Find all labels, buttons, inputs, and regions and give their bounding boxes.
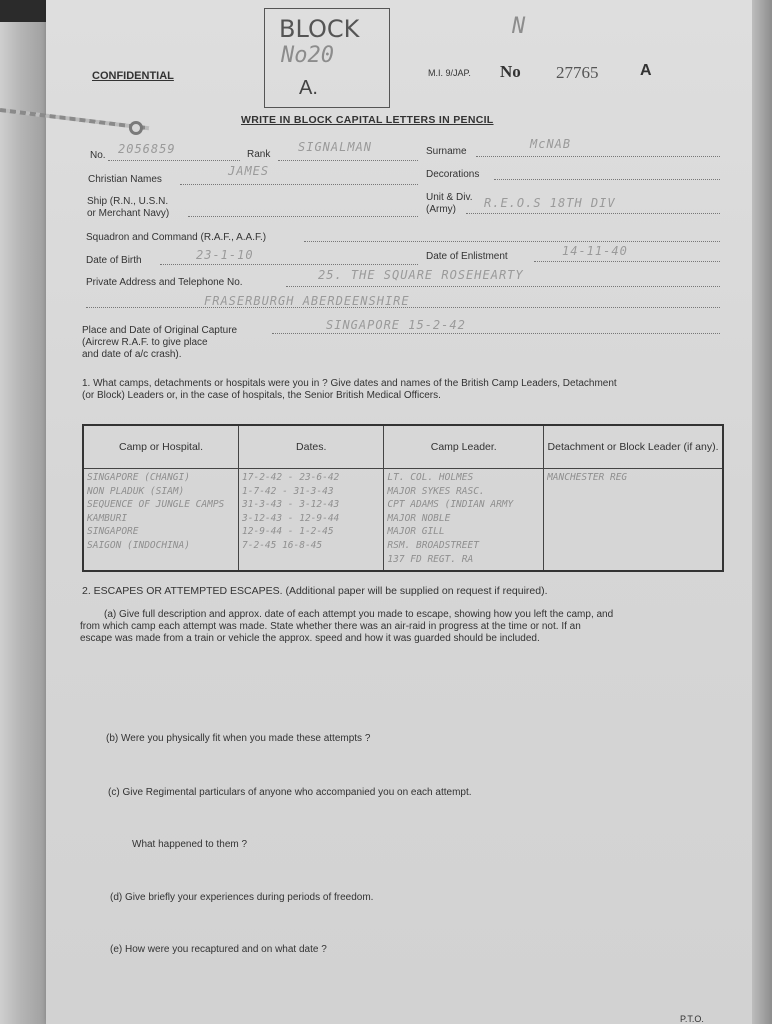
address-line-1 xyxy=(286,286,720,287)
stamp-line-3: A. xyxy=(299,77,318,99)
no-line xyxy=(108,160,240,161)
date-entry: 31-3-43 - 3-12-43 xyxy=(242,499,340,511)
stamp-line-1: BLOCK xyxy=(279,15,360,43)
q2d-text: (d) Give briefly your experiences during periods of freedom. xyxy=(110,892,374,903)
camp-entry: SAIGON (INDOCHINA) xyxy=(87,539,190,551)
decorations-line xyxy=(494,179,720,180)
q2a-text-1: (a) Give full description and approx. date of each attempt you made to escape, showing how you left the camp, and xyxy=(104,609,614,620)
q2c-sub-text: What happened to them ? xyxy=(132,839,248,850)
camps-table xyxy=(82,424,724,572)
table-body-row xyxy=(83,469,723,572)
rank-value: SIGNALMAN xyxy=(298,140,373,154)
table-header-row xyxy=(83,425,723,469)
squadron-label: Squadron and Command (R.A.F., A.A.F.) xyxy=(86,232,267,243)
q2-heading: 2. ESCAPES OR ATTEMPTED ESCAPES. (Additional paper will be supplied on request if required). xyxy=(82,585,548,597)
detachment-entry: MANCHESTER REG xyxy=(547,472,628,483)
dob-label: Date of Birth xyxy=(86,255,142,266)
q2b-text: (b) Were you physically fit when you made these attempts ? xyxy=(106,733,371,744)
q2a-text-2: from which camp each attempt was made. State whether there was an air-raid in progress at the time or not. If an xyxy=(80,621,581,632)
binder-clip xyxy=(0,0,52,22)
unit-label-1: Unit & Div. xyxy=(426,192,473,203)
capture-label-2: (Aircrew R.A.F. to give place xyxy=(82,337,208,348)
date-entry: 1-7-42 - 31-3-43 xyxy=(242,485,334,497)
ship-label-1: Ship (R.N., U.S.N. xyxy=(87,196,169,207)
camp-entry: SINGAPORE (CHANGI) xyxy=(87,472,190,483)
ship-label-2: or Merchant Navy) xyxy=(87,208,170,219)
camp-entry: SEQUENCE OF JUNGLE CAMPS xyxy=(87,499,225,511)
unit-line xyxy=(466,213,720,214)
camp-cell xyxy=(83,469,239,572)
leader-entry: LT. COL. HOLMES xyxy=(387,472,474,483)
surname-value: McNAB xyxy=(530,137,572,151)
q2a-text-3: escape was made from a train or vehicle the approx. speed and how it was guarded should be included. xyxy=(80,633,540,644)
q1-text-1: 1. What camps, detachments or hospitals were you in ? Give dates and names of the British Camp Leaders, Detachment xyxy=(82,378,617,389)
capture-value: SINGAPORE 15-2-42 xyxy=(326,318,466,332)
squadron-line xyxy=(304,241,720,242)
form-number: 27765 xyxy=(556,63,599,82)
rank-line xyxy=(278,160,418,161)
camp-entry: KAMBURI xyxy=(87,512,128,524)
number-prefix: No xyxy=(500,62,521,81)
unit-label-2: (Army) xyxy=(426,204,456,215)
instruction-heading: WRITE IN BLOCK CAPITAL LETTERS IN PENCIL xyxy=(241,114,494,126)
header-detachment-leader: Detachment or Block Leader (if any). xyxy=(544,425,723,469)
q1-text-2: (or Block) Leaders or, in the case of hospitals, the Senior British Medical Officers. xyxy=(82,390,441,401)
leader-entry: MAJOR NOBLE xyxy=(387,512,451,524)
capture-label-3: and date of a/c crash). xyxy=(82,349,182,360)
address-line-2 xyxy=(86,307,720,308)
form-ref: M.I. 9/JAP. xyxy=(428,68,471,78)
leader-entry: CPT ADAMS (INDIAN ARMY xyxy=(387,499,514,511)
leader-entry: MAJOR GILL xyxy=(387,526,445,538)
christian-value: JAMES xyxy=(228,164,270,178)
block-stamp xyxy=(264,8,390,108)
page-edge xyxy=(752,0,772,1024)
leader-entry: MAJOR SYKES RASC. xyxy=(387,485,485,497)
surname-line xyxy=(476,156,720,157)
no-label: No. xyxy=(90,150,106,161)
header-camp-leader: Camp Leader. xyxy=(384,425,544,469)
address-value-1: 25. THE SQUARE ROSEHEARTY xyxy=(318,268,524,282)
detachment-cell xyxy=(544,469,723,572)
dates-cell xyxy=(239,469,384,572)
stamp-line-2: No20 xyxy=(281,43,334,68)
enlist-value: 14-11-40 xyxy=(562,244,628,258)
eyelet-icon xyxy=(129,121,143,135)
date-entry: 7-2-45 16-8-45 xyxy=(242,539,323,551)
leader-entry: RSM. BROADSTREET xyxy=(387,539,479,551)
ship-line xyxy=(188,216,418,217)
q2e-text: (e) How were you recaptured and on what date ? xyxy=(110,944,327,955)
date-entry: 12-9-44 - 1-2-45 xyxy=(242,526,334,538)
unit-value: R.E.O.S 18TH DIV xyxy=(484,196,616,210)
leader-cell xyxy=(384,469,544,572)
top-scribble: N xyxy=(512,14,527,39)
leader-entry: 137 FD REGT. RA xyxy=(387,553,474,565)
confidential-label: CONFIDENTIAL xyxy=(92,70,174,82)
q2c-text: (c) Give Regimental particulars of anyone who accompanied you on each attempt. xyxy=(108,787,472,798)
decorations-label: Decorations xyxy=(426,169,480,180)
capture-line xyxy=(272,333,720,334)
camp-entry: NON PLADUK (SIAM) xyxy=(87,485,185,497)
number-suffix: A xyxy=(640,62,652,79)
camp-entry: SINGAPORE xyxy=(87,526,139,538)
pto-label: P.T.O. xyxy=(680,1014,704,1024)
surname-label: Surname xyxy=(426,146,467,157)
binder-strip xyxy=(0,0,52,1024)
no-value: 2056859 xyxy=(118,142,176,156)
enlist-label: Date of Enlistment xyxy=(426,251,508,262)
dob-line xyxy=(160,264,418,265)
date-entry: 17-2-42 - 23-6-42 xyxy=(242,472,340,483)
header-dates: Dates. xyxy=(239,425,384,469)
christian-label: Christian Names xyxy=(88,174,162,185)
enlist-line xyxy=(534,261,720,262)
capture-label-1: Place and Date of Original Capture xyxy=(82,325,238,336)
christian-line xyxy=(180,184,418,185)
rank-label: Rank xyxy=(247,149,271,160)
dob-value: 23-1-10 xyxy=(196,248,254,262)
date-entry: 3-12-43 - 12-9-44 xyxy=(242,512,340,524)
header-camp: Camp or Hospital. xyxy=(83,425,239,469)
address-value-2: FRASERBURGH ABERDEENSHIRE xyxy=(204,294,410,308)
address-label: Private Address and Telephone No. xyxy=(86,277,243,288)
